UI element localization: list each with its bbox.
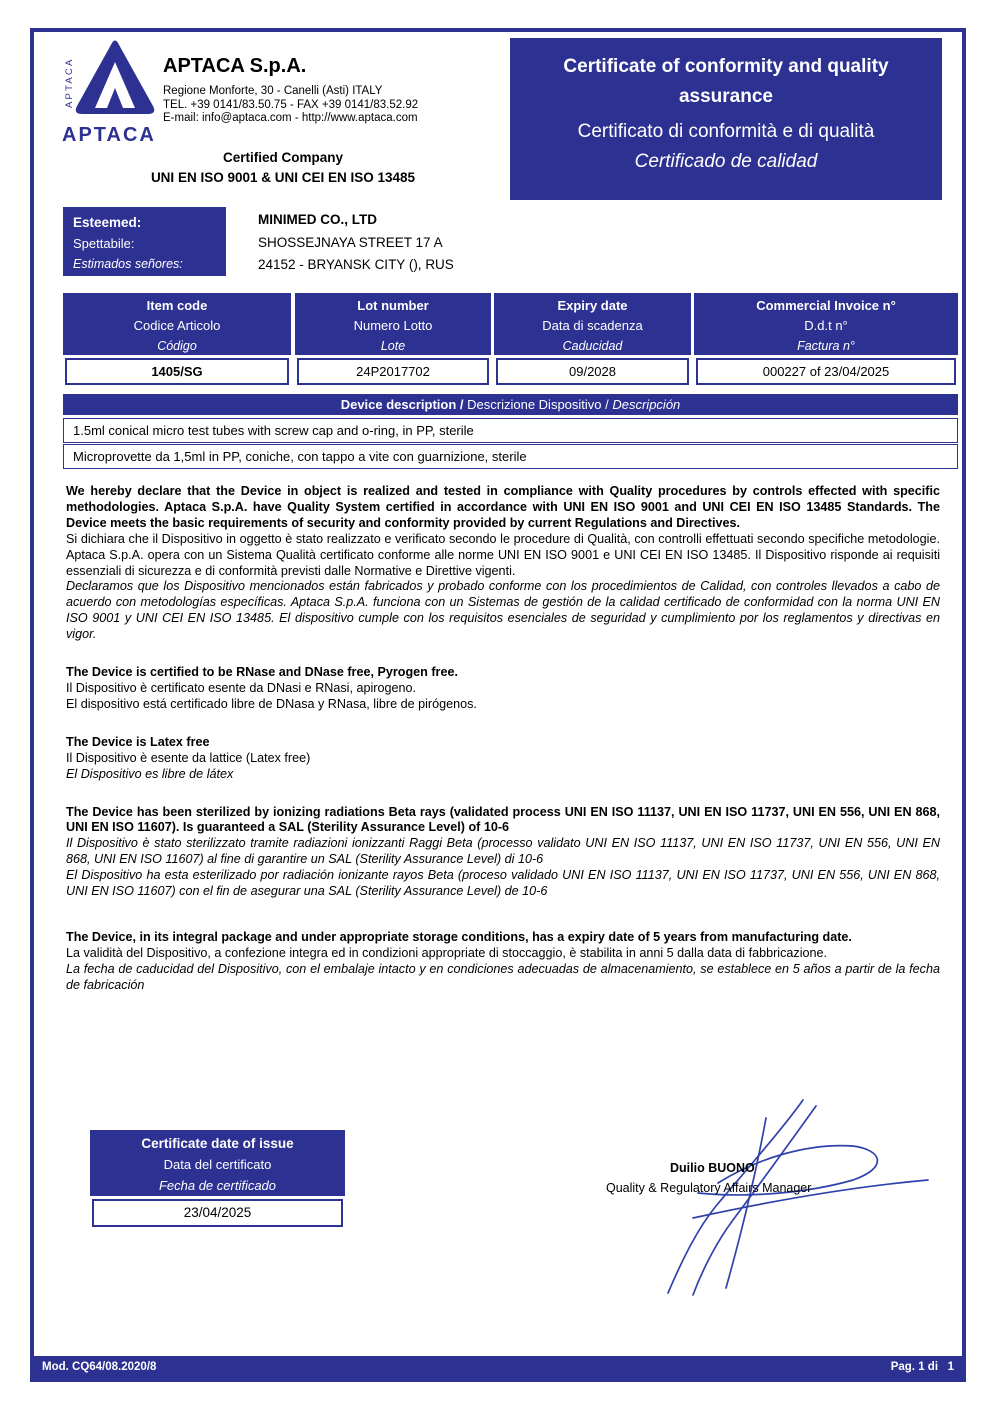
expiry-date-label-en: Expiry date [557,298,628,313]
latex-statement-it: Il Dispositivo è esente da lattice (Latex free) [66,750,311,765]
rnase-statement-it: Il Dispositivo è certificato esente da DNasi e RNasi, apirogeno. [66,680,416,695]
commercial-invoice-label-it: D.d.t n° [804,318,848,333]
esteemed-label-en: Esteemed: [73,215,142,230]
lot-number-label-es: Lote [380,339,406,353]
device-description-title-it: Descrizione Dispositivo / [467,397,613,412]
issue-date-box [90,1130,345,1227]
device-description-bar [63,394,958,415]
certified-company-line: Certified Company [222,150,344,165]
esteemed-label-es: Estimados señores: [73,257,183,271]
company-phone: TEL. +39 0141/83.50.75 - FAX +39 0141/83.52.92 [163,98,419,111]
certified-standards-line: UNI EN ISO 9001 & UNI CEI EN ISO 13485 [150,170,416,185]
addressee-city: 24152 - BRYANSK CITY (), RUS [258,257,454,272]
device-description-row-it: Microprovette da 1,5ml in PP, coniche, con tappo a vite con guarnizione, sterile [63,444,958,469]
declaration-paragraph-en: We hereby declare that the Device in object is realized and tested in compliance with Quality procedures by controls effected with specific methodologies. Aptaca S.p.A. have Quality System certified in accordance with UNI EN ISO 9001 and UNI CEI EN ISO 13485 Standards. The Device meets the basic requirements of security and conformity provided by current Regulations and Directives. [66,484,940,530]
lot-number-label-it: Numero Lotto [353,318,433,333]
latex-statement-es: El Dispositivo es libre de látex [66,766,234,781]
signature-scribble-icon [598,1088,938,1303]
company-name: APTACA S.p.A. [163,55,307,77]
footer-page-number: Pag. 1 di 1 [890,1361,954,1373]
expiry-statement-es: La fecha de caducidad del Dispositivo, con el embalaje intacto y en condiciones adecuadas de almacenamiento, se establece en 5 años a partir de la fecha de fabricación [66,961,940,992]
lot-number-value: 24P2017702 [297,358,489,385]
company-address: Regione Monforte, 30 - Canelli (Asti) ITALY [163,85,383,97]
addressee-street: SHOSSEJNAYA STREET 17 A [258,234,443,250]
item-code-label-es: Código [157,339,197,353]
certificate-title-en: Certificate of conformity and quality assurance [563,56,889,107]
device-description-title-es: Descripción [612,397,681,412]
certificate-title-box [510,38,942,200]
footer-doc-code: Mod. CQ64/08.2020/8 [42,1361,157,1373]
esteemed-label-it: Spettabile: [73,236,135,251]
expiry-date-value: 09/2028 [496,358,689,385]
rnase-statement-en: The Device is certified to be RNase and DNase free, Pyrogen free. [66,665,458,680]
commercial-invoice-label-es: Factura n° [797,339,855,353]
column-commercial-invoice [694,293,958,385]
column-lot-number [295,293,491,385]
lot-number-header [295,293,491,355]
esteemed-box [63,207,226,276]
logo-wordmark: APTACA [62,124,156,146]
lot-number-label-en: Lot number [357,298,429,313]
item-code-value: 1405/SG [65,358,289,385]
sterilization-statement-es: El Dispositivo ha esta esterilizado por radiación ionizante rayos Beta (proceso validado UNI EN ISO 11137, UNI EN ISO 11737, UNI EN 556, UNI EN 868, UNI EN ISO 11607) con el fin de asegurar una SAL (Sterility Assurance Level) de 10-6 [66,868,940,899]
aptaca-logo-icon [58,38,158,120]
item-code-label-en: Item code [146,298,208,313]
company-email: E-mail: info@aptaca.com - http://www.aptaca.com [163,112,418,124]
issue-date-value: 23/04/2025 [92,1199,343,1227]
commercial-invoice-label-en: Commercial Invoice n° [756,298,896,313]
certified-company-block [63,148,503,188]
company-info [163,55,418,126]
device-description-title-en: Device description / [340,397,468,412]
declaration-paragraph-es: Declaramos que los Dispositivo mencionados están fabricados y probado conforme con los procedimientos de Calidad, con controles llevados a cabo de acuerdo con metodologías específicas. Aptaca S.p.A. funciona con un Sistemas de gestión de la calidad certificado de conformidad con la norma UNI EN ISO 9001 y UNI CEI EN ISO 13485. El dispositivo cumple con los requisitos esenciales de seguridad y cumplimiento por los reglamentos y directivas en vigor. [66,579,940,642]
certificate-title-it: Certificato di conformità e di qualità [577,121,875,142]
declaration-paragraph-it: Si dichiara che il Dispositivo in oggetto è stato realizzato e verificato secondo le procedure di Qualità, con controlli effettuati secondo specifiche metodologie. Aptaca S.p.A. opera con un Sistema Qualità certificato conforme alle norme UNI EN ISO 9001 e UNI CEI EN ISO 13485. Il Dispositivo risponde ai requisiti essenziali di sicurezza e di conformità previsti dalle Normative e Direttive vigenti. [66,531,940,578]
expiry-date-header [494,293,691,355]
expiry-statement-en: The Device, in its integral package and under appropriate storage conditions, has a expiry date of 5 years from manufacturing date. [66,929,852,944]
expiry-date-label-es: Caducidad [562,339,623,353]
item-code-label-it: Codice Articolo [133,318,221,333]
issue-date-header [90,1130,345,1196]
addressee-block [258,209,454,277]
rnase-statement-es: El dispositivo está certificado libre de DNasa y RNasa, libre de pirógenos. [66,696,477,711]
commercial-invoice-header [694,293,958,355]
device-description-row-en: 1.5ml conical micro test tubes with screw cap and o-ring, in PP, sterile [63,418,958,443]
issue-date-label-es: Fecha de certificado [158,1178,277,1193]
issue-date-label-it: Data del certificato [163,1157,272,1172]
expiry-statement-it: La validità del Dispositivo, a confezione integra ed in condizioni appropriate di stoccaggio, è stabilita in anni 5 dalla data di fabbricazione. [66,945,827,960]
certificate-body [66,484,940,994]
signer-title: Quality & Regulatory Affairs Manager [606,1181,812,1195]
sterilization-statement-it: Il Dispositivo è stato sterilizzato tramite radiazioni ionizzanti Raggi Beta (processo validato UNI EN ISO 11137, UNI EN ISO 11737, UNI EN 556, UNI EN 868, UNI EN ISO 11607) al fine di garantire un SAL (Sterility Assurance Level) di 10-6 [66,836,940,867]
commercial-invoice-value: 000227 of 23/04/2025 [696,358,956,385]
logo-vertical-text: APTACA [64,57,75,108]
certificate-title-es: Certificado de calidad [634,151,818,172]
item-code-header [63,293,291,355]
footer-bar [34,1356,962,1378]
column-expiry-date [494,293,691,385]
addressee-company: MINIMED CO., LTD [258,212,377,227]
column-item-code [63,293,291,385]
sterilization-statement-en: The Device has been sterilized by ionizing radiations Beta rays (validated process UNI EN ISO 11137, UNI EN ISO 11737, UNI EN 556, UNI EN 868, UNI EN ISO 11607). Is guaranteed a SAL (Sterility Assurance Level) of 10-6 [66,804,940,835]
issue-date-label-en: Certificate date of issue [141,1136,294,1151]
expiry-date-label-it: Data di scadenza [542,318,643,333]
signer-name: Duilio BUONO [670,1161,755,1175]
latex-statement-en: The Device is Latex free [66,734,210,749]
